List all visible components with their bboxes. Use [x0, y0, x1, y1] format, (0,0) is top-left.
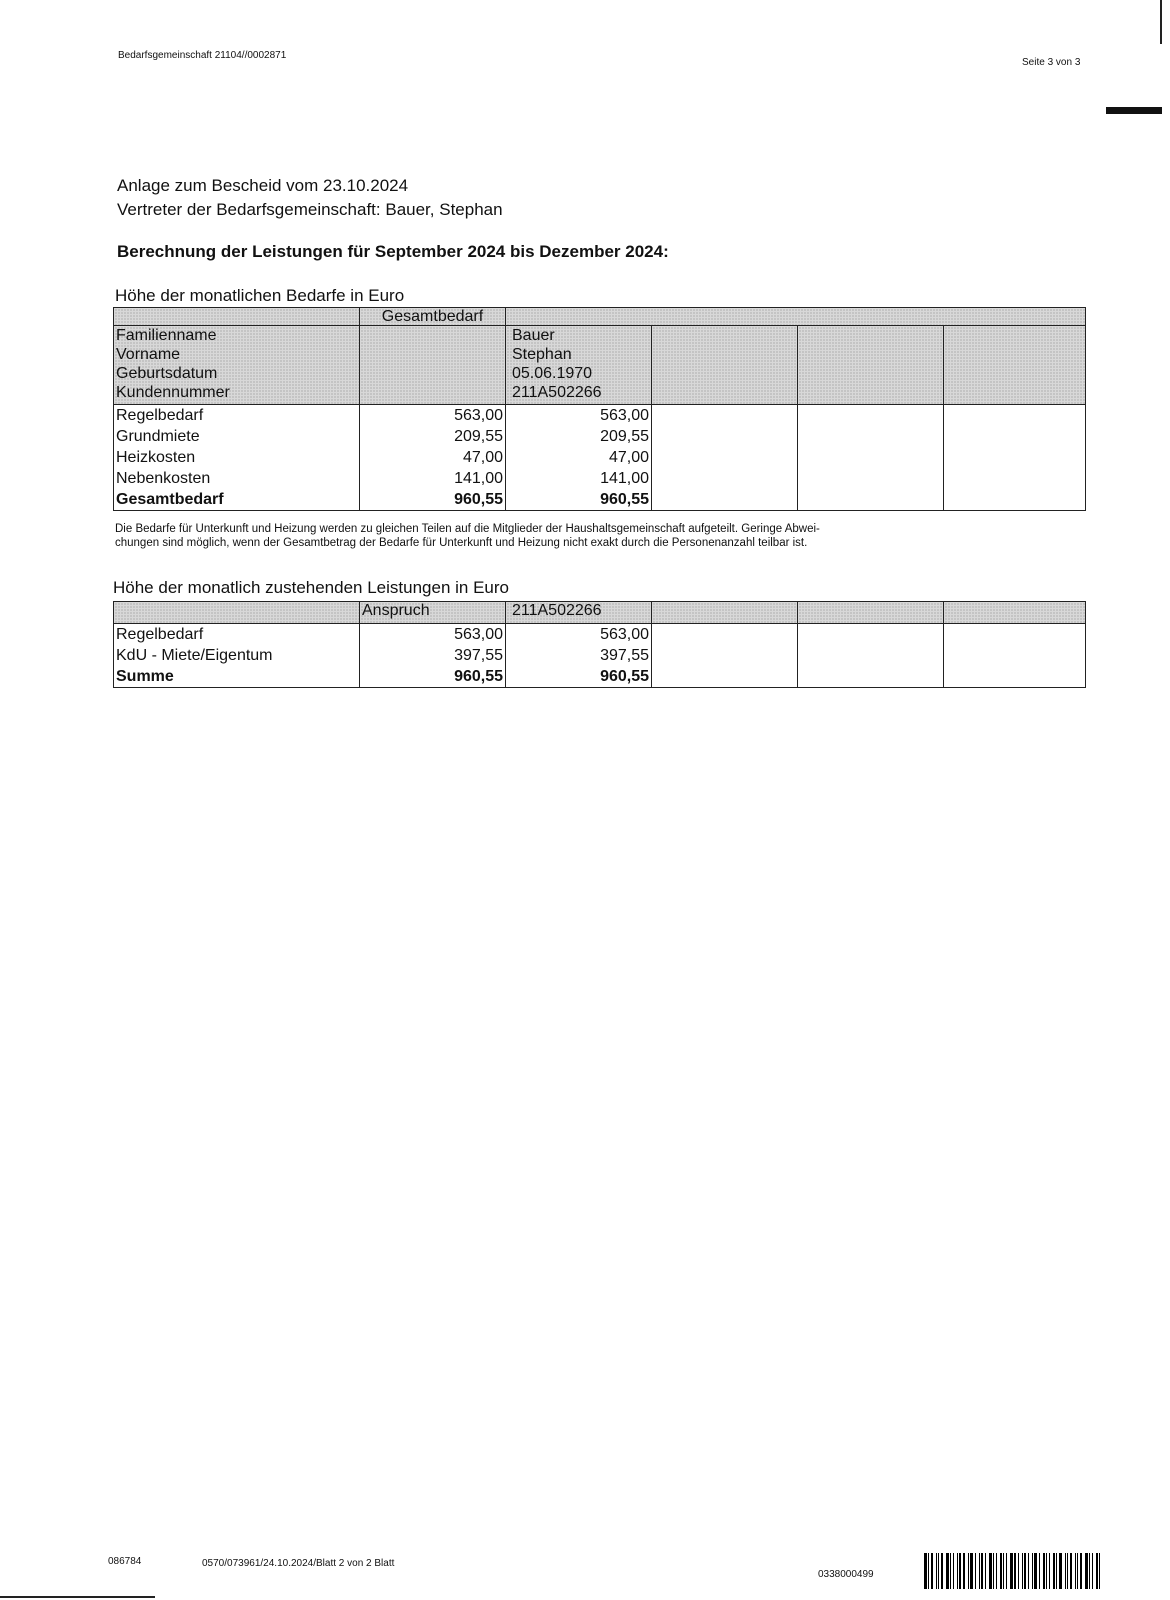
- distribution-note: [115, 522, 820, 550]
- row-total: 960,55: [360, 489, 506, 511]
- label-kundennummer: Kundennummer: [116, 384, 230, 401]
- column-header-anspruch: Anspruch: [360, 602, 506, 624]
- needs-table: [113, 307, 1086, 511]
- row-total: 209,55: [360, 426, 506, 447]
- needs-table-caption: Höhe der monatlichen Bedarfe in Euro: [115, 286, 405, 305]
- footer-code-3: 0338000499: [818, 1569, 874, 1580]
- barcode: [924, 1553, 1112, 1589]
- benefits-table: [113, 601, 1086, 688]
- label-geburtsdatum: Geburtsdatum: [116, 365, 218, 382]
- total-header-cell: [360, 326, 506, 405]
- person-labels-cell: [114, 326, 360, 405]
- row-label: Heizkosten: [114, 447, 360, 468]
- row-person-value: 397,55: [506, 645, 652, 666]
- row-label: KdU - Miete/Eigentum: [114, 645, 360, 666]
- benefits-table-caption: Höhe der monatlich zustehenden Leistungen in Euro: [113, 578, 509, 597]
- header-fill: [506, 308, 1086, 326]
- label-familienname: Familienname: [116, 327, 217, 344]
- row-person-value: 960,55: [506, 489, 652, 511]
- calculation-title: Berechnung der Leistungen für September 2024 bis Dezember 2024:: [117, 242, 669, 261]
- empty-person-cell: [798, 326, 944, 405]
- bg-reference: Bedarfsgemeinschaft 21104//0002871: [118, 50, 287, 61]
- footer-code-2: 0570/073961/24.10.2024/Blatt 2 von 2 Blatt: [202, 1558, 395, 1569]
- person-birthdate: 05.06.1970: [512, 365, 593, 382]
- header-blank-cell: [114, 308, 360, 326]
- row-person-value: 563,00: [506, 405, 652, 427]
- header-blank-cell: [114, 602, 360, 624]
- person-info-cell: [506, 326, 652, 405]
- table-row-total: [114, 666, 1086, 688]
- person-customer-number: 211A502266: [512, 384, 602, 401]
- row-person-value: 563,00: [506, 624, 652, 646]
- row-label: Grundmiete: [114, 426, 360, 447]
- page-number: Seite 3 von 3: [1022, 57, 1081, 68]
- row-total: 563,00: [360, 405, 506, 427]
- row-total: 960,55: [360, 666, 506, 688]
- person-firstname: Stephan: [512, 346, 572, 363]
- row-person-value: 960,55: [506, 666, 652, 688]
- row-total: 47,00: [360, 447, 506, 468]
- scan-black-mark: [1106, 107, 1162, 114]
- note-line-1: Die Bedarfe für Unterkunft und Heizung werden zu gleichen Teilen auf die Mitglieder der Haushaltsgemeinschaft aufgeteilt. Geringe Abwei-: [115, 523, 820, 535]
- row-label: Nebenkosten: [114, 468, 360, 489]
- intro-line-1: Anlage zum Bescheid vom 23.10.2024: [117, 176, 409, 195]
- row-label: Summe: [114, 666, 360, 688]
- row-total: 141,00: [360, 468, 506, 489]
- table-row-total: [114, 489, 1086, 511]
- row-total: 563,00: [360, 624, 506, 646]
- scan-bottom-line: [0, 1596, 155, 1598]
- row-person-value: 209,55: [506, 426, 652, 447]
- row-person-value: 47,00: [506, 447, 652, 468]
- table-row: [114, 624, 1086, 646]
- table-row: [114, 645, 1086, 666]
- empty-person-cell: [652, 326, 798, 405]
- empty-header-cell: [944, 602, 1086, 624]
- empty-header-cell: [798, 602, 944, 624]
- table-row: [114, 405, 1086, 427]
- row-label: Regelbedarf: [114, 405, 360, 427]
- row-person-value: 141,00: [506, 468, 652, 489]
- person-lastname: Bauer: [512, 327, 555, 344]
- label-vorname: Vorname: [116, 346, 181, 363]
- table-row: [114, 426, 1086, 447]
- row-label: Regelbedarf: [114, 624, 360, 646]
- column-header-gesamtbedarf: Gesamtbedarf: [360, 308, 506, 326]
- intro-line-2: Vertreter der Bedarfsgemeinschaft: Bauer, Stephan: [117, 200, 503, 219]
- table-row: [114, 447, 1086, 468]
- footer-code-1: 086784: [108, 1556, 142, 1567]
- row-label: Gesamtbedarf: [114, 489, 360, 511]
- table-row: [114, 468, 1086, 489]
- row-total: 397,55: [360, 645, 506, 666]
- scan-edge-line: [1160, 0, 1162, 44]
- note-line-2: chungen sind möglich, wenn der Gesamtbetrag der Bedarfe für Unterkunft und Heizung nicht exakt durch die Personenanzahl teilbar ist.: [115, 537, 808, 549]
- column-header-customer-number: 211A502266: [506, 602, 652, 624]
- empty-person-cell: [944, 326, 1086, 405]
- empty-header-cell: [652, 602, 798, 624]
